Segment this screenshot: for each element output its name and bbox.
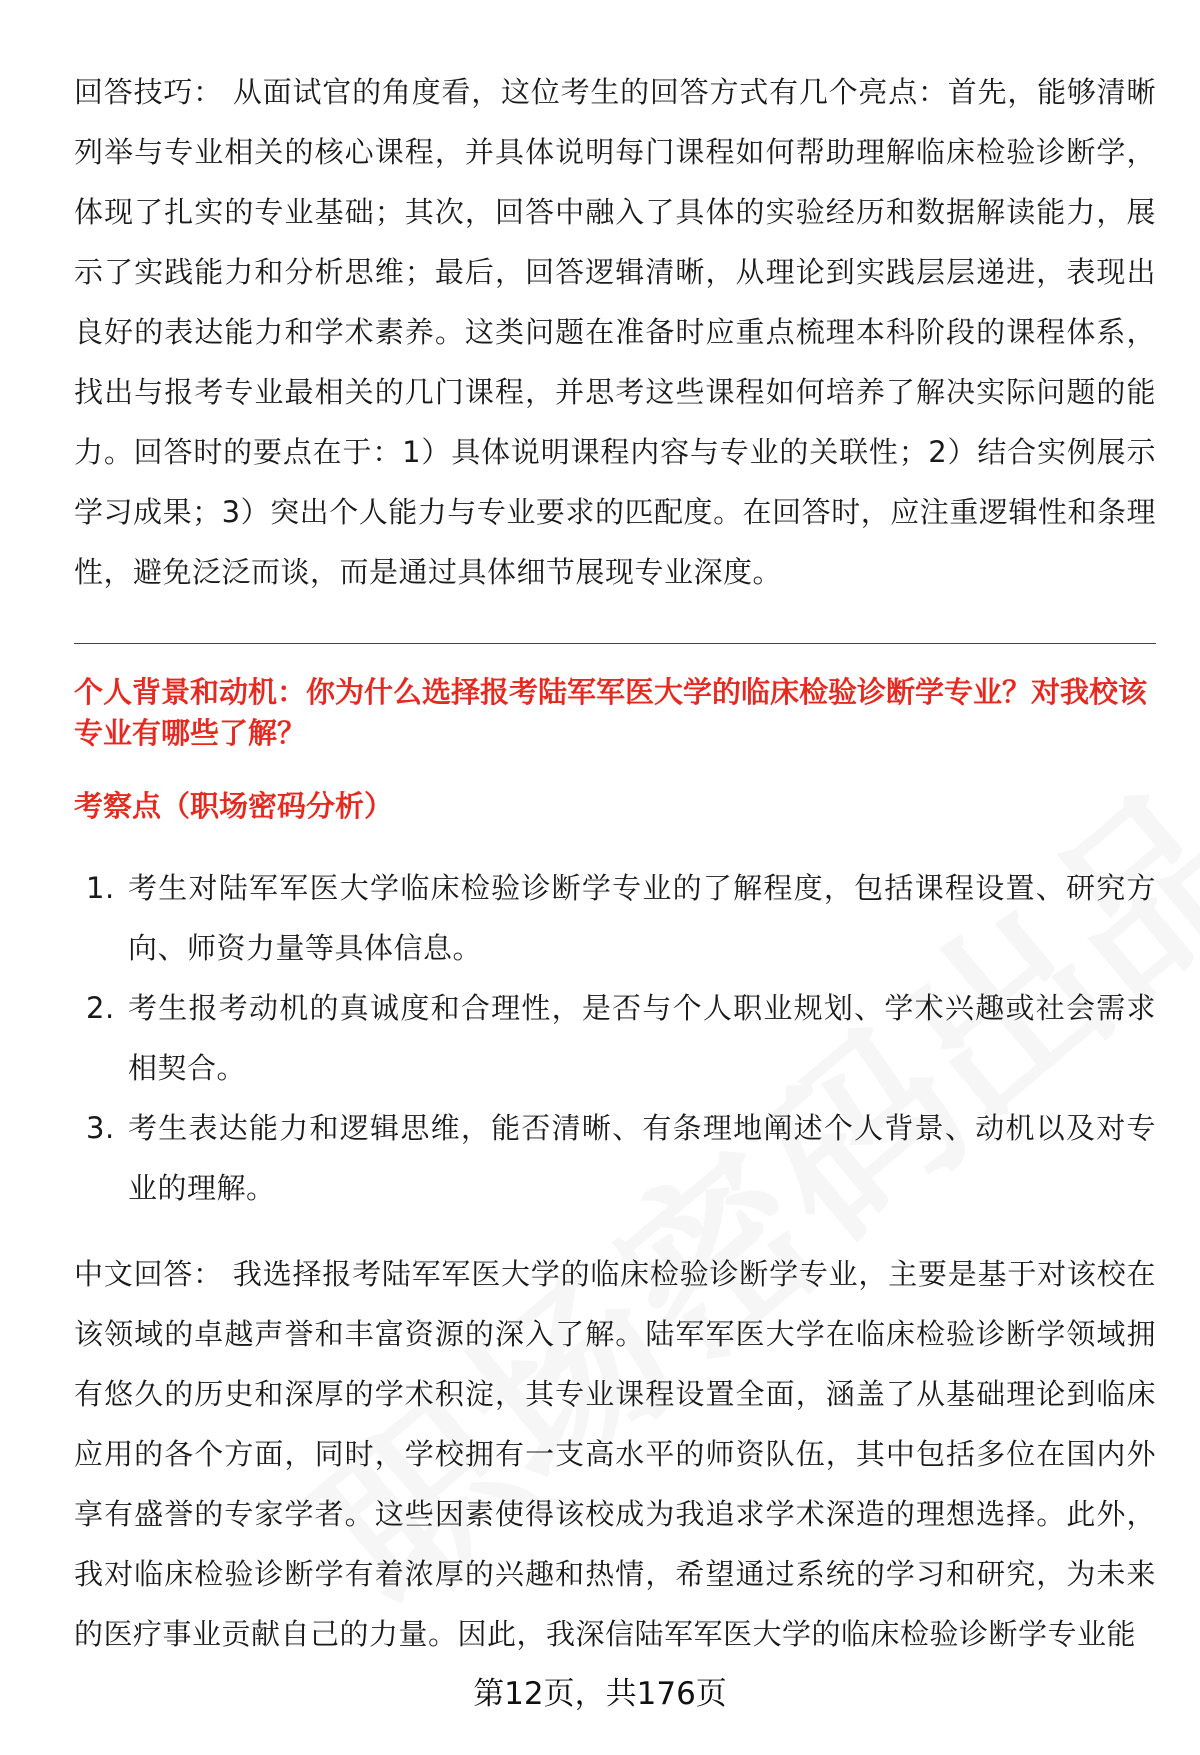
list-item-text: 考生对陆军军医大学临床检验诊断学专业的了解程度，包括课程设置、研究方向、师资力量等具体信息。 — [128, 871, 1156, 965]
chinese-answer-paragraph: 中文回答： 我选择报考陆军军医大学的临床检验诊断学专业，主要是基于对该校在该领域的卓越声誉和丰富资源的深入了解。陆军军医大学在临床检验诊断学领域拥有悠久的历史和深厚的学术积淀，其专业课程设置全面，涵盖了从基础理论到临床应用的各个方面，同时，学校拥有一支高水平的师资队伍，其中包括多位在国内外享有盛誉的专家学者。这些因素使得该校成为我追求学术深造的理想选择。此外，我对临床检验诊断学有着浓厚的兴趣和热情，希望通过系统的学习和研究，为未来的医疗事业贡献自己的力量。因此，我深信陆军军医大学的临床检验诊断学专业能 — [74, 1257, 1156, 1651]
list-item — [74, 978, 1156, 1098]
focus-points-list — [74, 858, 1156, 1218]
list-item-text: 考生报考动机的真诚度和合理性，是否与个人职业规划、学术兴趣或社会需求相契合。 — [128, 991, 1156, 1085]
list-item-number: 1. — [86, 871, 115, 905]
focus-heading: 考察点（职场密码分析） — [74, 789, 394, 823]
list-item — [74, 858, 1156, 978]
section-divider — [74, 643, 1156, 644]
list-item-number: 2. — [86, 991, 115, 1025]
list-item-text: 考生表达能力和逻辑思维，能否清晰、有条理地阐述个人背景、动机以及对专业的理解。 — [128, 1111, 1156, 1205]
question-title: 个人背景和动机：你为什么选择报考陆军军医大学的临床检验诊断学专业？对我校该专业有哪些了解？ — [74, 675, 1148, 750]
answer-tip-paragraph: 回答技巧： 从面试官的角度看，这位考生的回答方式有几个亮点：首先，能够清晰列举与专业相关的核心课程，并具体说明每门课程如何帮助理解临床检验诊断学，体现了扎实的专业基础；其次，回答中融入了具体的实验经历和数据解读能力，展示了实践能力和分析思维；最后，回答逻辑清晰，从理论到实践层层递进，表现出良好的表达能力和学术素养。这类问题在准备时应重点梳理本科阶段的课程体系，找出与报考专业最相关的几门课程，并思考这些课程如何培养了解决实际问题的能力。回答时的要点在于：1）具体说明课程内容与专业的关联性；2）结合实例展示学习成果；3）突出个人能力与专业要求的匹配度。在回答时，应注重逻辑性和条理性，避免泛泛而谈，而是通过具体细节展现专业深度。 — [74, 75, 1156, 589]
answer-tip-section — [74, 62, 1156, 602]
chinese-answer-section — [74, 1244, 1156, 1664]
page-number: 第12页，共176页 — [473, 1676, 727, 1712]
list-item — [74, 1098, 1156, 1218]
list-item-number: 3. — [86, 1111, 115, 1145]
